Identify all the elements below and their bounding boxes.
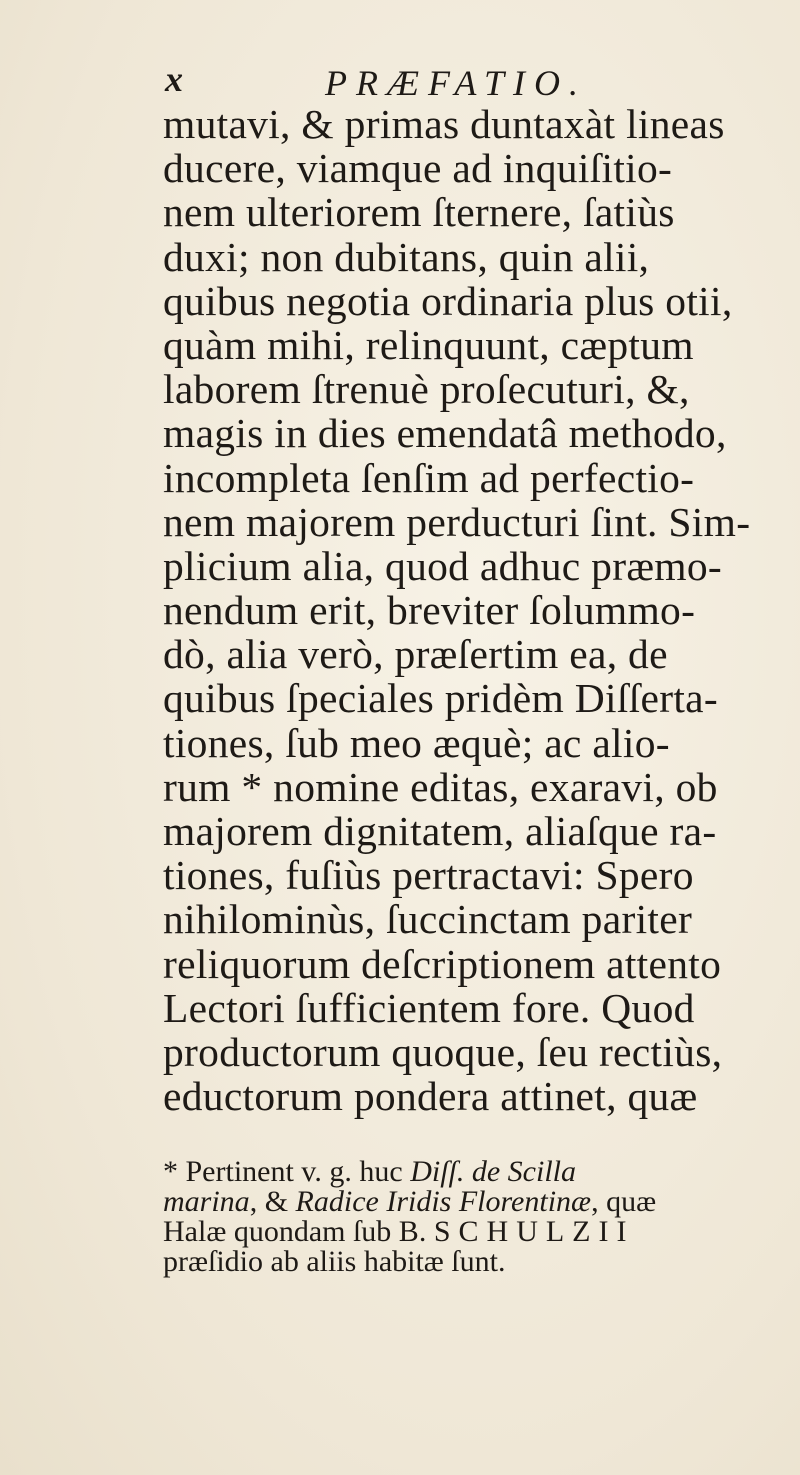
text-line: quibus negotia ordinaria plus otii,: [163, 277, 733, 324]
footnote-text: , quæ: [591, 1185, 657, 1218]
text-line: tiones, ſub meo æquè; ac alio-: [163, 719, 670, 766]
footnote-text: * Pertinent v. g. huc: [163, 1155, 411, 1188]
footnote-title: marina: [163, 1185, 250, 1218]
text-line: rum * nomine editas, exaravi, ob: [163, 763, 718, 810]
text-line: mutavi, & primas duntaxàt lineas: [163, 101, 725, 147]
text-line: nem majorem perducturi ſint. Sim-: [163, 498, 751, 545]
page-header: [165, 58, 765, 106]
footnote-text: , &: [249, 1185, 296, 1218]
footnote-line: [163, 1217, 763, 1247]
text-line: duxi; non dubitans, quin alii,: [163, 233, 650, 280]
body-text: [163, 102, 763, 1118]
text-line: nendum erit, breviter ſolummo-: [163, 587, 696, 634]
text-line: dò, alia verò, præſertim ea, de: [163, 631, 668, 678]
text-line: nem ulteriorem ſternere, ſatiùs: [163, 189, 675, 236]
footnote-line: [163, 1157, 763, 1187]
footnote: [163, 1157, 763, 1277]
text-line: reliquorum deſcriptionem attento: [163, 940, 722, 987]
running-head: PRÆFATIO.: [325, 63, 588, 103]
footnote-title: Radice Iridis Florentinæ: [295, 1185, 592, 1218]
text-line: incompleta ſenſim ad perfectio-: [163, 454, 695, 501]
text-line: ducere, viamque ad inquiſitio-: [163, 145, 673, 192]
text-line: nihilominùs, ſuccinctam pariter: [163, 896, 693, 943]
footnote-line: præſidio ab aliis habitæ ſunt.: [163, 1245, 506, 1278]
text-line: plicium alia, quod adhuc præmo-: [163, 542, 723, 589]
footnote-text: Halæ quondam ſub B.: [163, 1215, 434, 1248]
text-line: laborem ſtrenuè proſecuturi, &,: [163, 366, 690, 413]
text-line: quàm mihi, relinquunt, cæptum: [163, 321, 694, 368]
text-line: eductorum pondera attinet, quæ: [163, 1073, 698, 1120]
text-line: majorem dignitatem, aliaſque ra-: [163, 808, 717, 854]
page-number: x: [165, 59, 183, 99]
text-line: productorum quoque, ſeu rectiùs,: [163, 1028, 723, 1075]
text-line: magis in dies emendatâ methodo,: [163, 410, 727, 457]
text-line: tiones, fuſiùs pertractavi: Spero: [163, 852, 694, 899]
footnote-line: [163, 1187, 763, 1217]
text-line: Lectori ſufficientem fore. Quod: [163, 984, 695, 1031]
footnote-author: SCHULZII: [433, 1215, 635, 1248]
footnote-title: Diſſ. de Scilla: [410, 1155, 576, 1188]
text-line: quibus ſpeciales pridèm Diſſerta-: [163, 675, 718, 722]
